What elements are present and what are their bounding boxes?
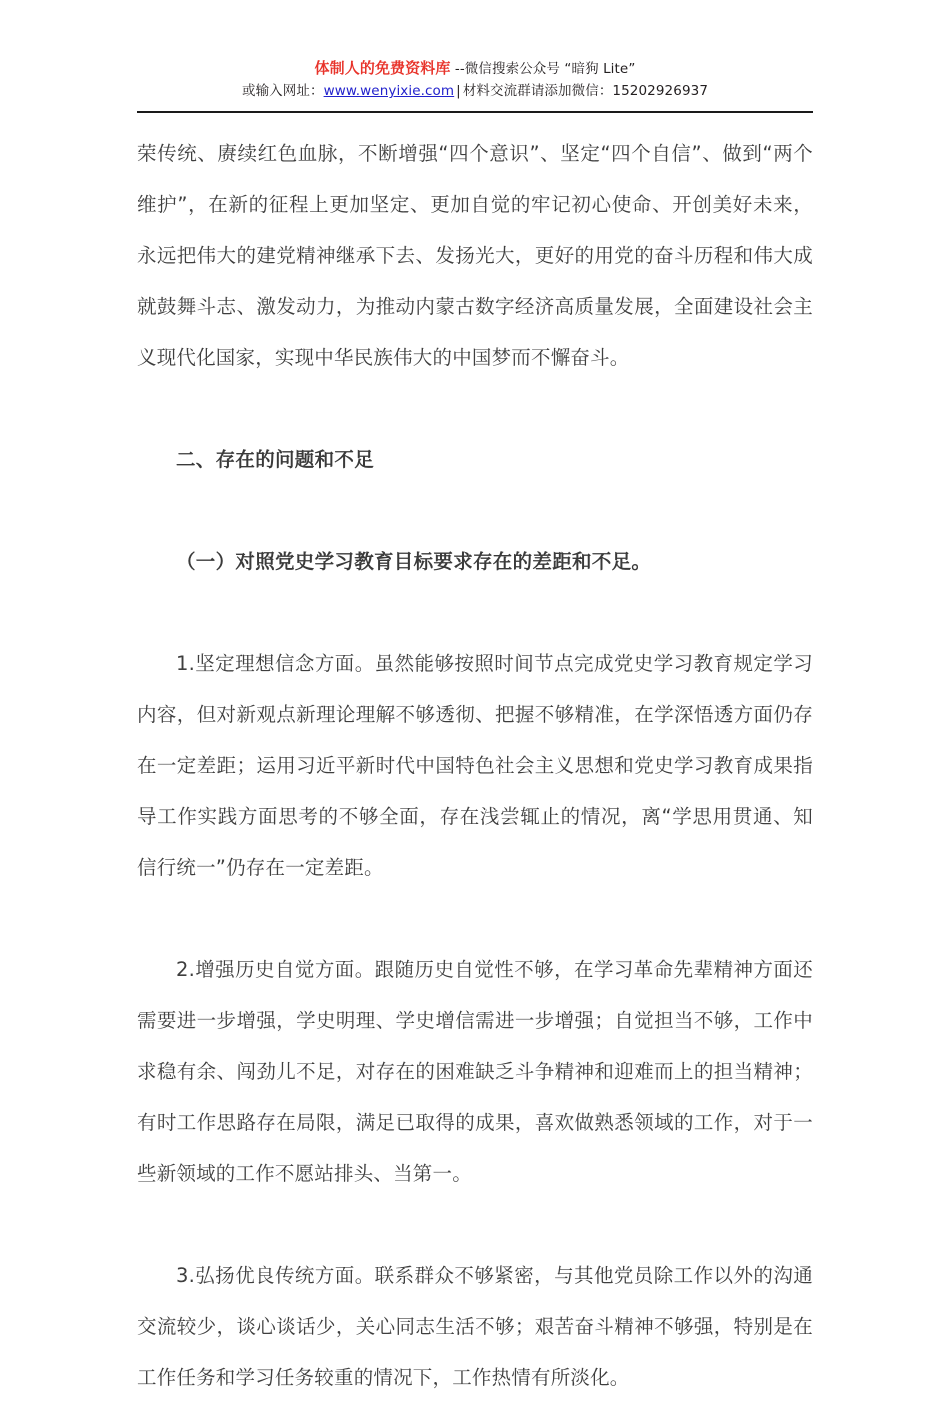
- item-3-fine-traditions: 3.弘扬优良传统方面。联系群众不够紧密，与其他党员除工作以外的沟通交流较少，谈心谈话少，关心同志生活不够；艰苦奋斗精神不够强，特别是在工作任务和学习任务较重的情况下，工作热情有所淡化。: [137, 1264, 813, 1389]
- promo-website-link[interactable]: www.wenyixie.com: [323, 83, 455, 99]
- spacer-before-item-2: [137, 893, 813, 944]
- spacer-before-item-3: [137, 1199, 813, 1250]
- item-2-historical-consciousness: 2.增强历史自觉方面。跟随历史自觉性不够，在学习革命先辈精神方面还需要进一步增强，学史明理、学史增信需进一步增强；自觉担当不够，工作中求稳有余、闯劲儿不足，对存在的困难缺乏斗争精神和迎难而上的担当精神；有时工作思路存在局限，满足已取得的成果，喜欢做熟悉领域的工作，对于一些新领域的工作不愿站排头、当第一。: [137, 958, 813, 1185]
- spacer-before-section-two: [137, 383, 813, 434]
- promo-brand-text: 体制人的免费资料库: [314, 59, 451, 77]
- document-content: [137, 128, 813, 1403]
- paragraph-continuation: 荣传统、赓续红色血脉，不断增强“四个意识”、坚定“四个自信”、做到“两个维护”，在新的征程上更加坚定、更加自觉的牢记初心使命、开创美好未来，永远把伟大的建党精神继承下去、发扬光大，更好的用党的奋斗历程和伟大成就鼓舞斗志、激发动力，为推动内蒙古数字经济高质量发展，全面建设社会主义现代化国家，实现中华民族伟大的中国梦而不懈奋斗。: [137, 142, 813, 369]
- promo-wechat-text: --微信搜索公众号 “暗狗 Lite”: [450, 61, 636, 77]
- promo-separator: |: [456, 83, 461, 99]
- promo-line-url: [137, 81, 813, 102]
- promo-wechat-group-text: 材料交流群请添加微信：15202926937: [462, 83, 709, 99]
- subsection-heading-one: （一）对照党史学习教育目标要求存在的差距和不足。: [176, 550, 652, 573]
- promo-header: [137, 58, 813, 102]
- item-1-firm-ideals: 1.坚定理想信念方面。虽然能够按照时间节点完成党史学习教育规定学习内容，但对新观点新理论理解不够透彻、把握不够精准，在学深悟透方面仍存在一定差距；运用习近平新时代中国特色社会主义思想和党史学习教育成果指导工作实践方面思考的不够全面，存在浅尝辄止的情况，离“学思用贯通、知信行统一”仍存在一定差距。: [137, 652, 813, 879]
- promo-url-label: 或输入网址：: [241, 83, 324, 99]
- header-divider-rule: [137, 111, 813, 113]
- spacer-before-subsection-one: [137, 485, 813, 536]
- promo-line-brand: [137, 58, 813, 80]
- section-heading-two: 二、存在的问题和不足: [176, 448, 375, 471]
- spacer-before-item-1: [137, 587, 813, 638]
